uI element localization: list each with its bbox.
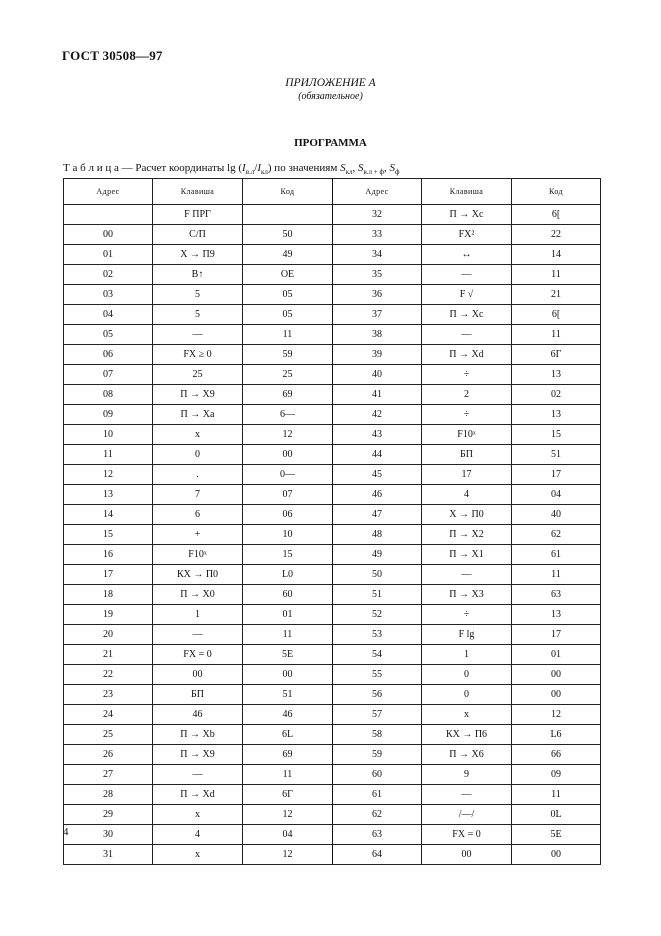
cell-code: 5Е	[243, 645, 333, 665]
cell-code: 15	[243, 545, 333, 565]
cell-code: 17	[512, 465, 601, 485]
table-row	[64, 605, 601, 625]
cell-address: 29	[64, 805, 153, 825]
cell-code: 11	[512, 265, 601, 285]
cell-code: 49	[243, 245, 333, 265]
caption-sep2: ,	[384, 162, 390, 174]
cell-code: 07	[243, 485, 333, 505]
cell-address: 41	[333, 385, 422, 405]
cell-address	[64, 205, 153, 225]
cell-address: 42	[333, 405, 422, 425]
appendix-heading	[0, 76, 661, 104]
cell-address: 22	[64, 665, 153, 685]
cell-code: 02	[512, 385, 601, 405]
table-row	[64, 745, 601, 765]
table-row	[64, 765, 601, 785]
table-row	[64, 525, 601, 545]
cell-code: 69	[243, 745, 333, 765]
cell-key: —	[153, 325, 243, 345]
table-caption	[63, 162, 400, 176]
cell-code: 22	[512, 225, 601, 245]
cell-address: 04	[64, 305, 153, 325]
cell-address: 01	[64, 245, 153, 265]
cell-address: 33	[333, 225, 422, 245]
table-row	[64, 785, 601, 805]
cell-key: х	[422, 705, 512, 725]
cell-key: П → Хс	[422, 305, 512, 325]
cell-key: БП	[153, 685, 243, 705]
cell-key: 7	[153, 485, 243, 505]
cell-code: 13	[512, 405, 601, 425]
cell-address: 34	[333, 245, 422, 265]
cell-code: 40	[512, 505, 601, 525]
cell-address: 57	[333, 705, 422, 725]
table-row	[64, 645, 601, 665]
cell-code: 13	[512, 605, 601, 625]
caption-s2: S	[357, 162, 364, 174]
caption-s3: S	[389, 162, 396, 174]
cell-code: 25	[243, 365, 333, 385]
cell-address: 23	[64, 685, 153, 705]
cell-code: 00	[243, 665, 333, 685]
cell-address: 58	[333, 725, 422, 745]
cell-key: х	[153, 845, 243, 865]
cell-key: П → Х3	[422, 585, 512, 605]
table-row	[64, 565, 601, 585]
cell-address: 14	[64, 505, 153, 525]
cell-key: 17	[422, 465, 512, 485]
cell-key: —	[422, 265, 512, 285]
cell-code: 51	[512, 445, 601, 465]
cell-address: 62	[333, 805, 422, 825]
cell-code: L0	[243, 565, 333, 585]
cell-address: 03	[64, 285, 153, 305]
cell-address: 08	[64, 385, 153, 405]
col-header-code: Код	[512, 179, 601, 205]
caption-s2-sub: в.л + ф	[363, 168, 385, 177]
cell-code: 12	[512, 705, 601, 725]
cell-key: —	[422, 325, 512, 345]
cell-code: 0—	[243, 465, 333, 485]
cell-code: 10	[243, 525, 333, 545]
cell-address: 37	[333, 305, 422, 325]
cell-key: В↑	[153, 265, 243, 285]
table-row	[64, 365, 601, 385]
cell-code: 05	[243, 285, 333, 305]
table-row	[64, 685, 601, 705]
cell-code: 66	[512, 745, 601, 765]
cell-address: 12	[64, 465, 153, 485]
cell-key: F10ˣ	[153, 545, 243, 565]
table-header-row	[64, 179, 601, 205]
cell-code: 09	[512, 765, 601, 785]
document-id: ГОСТ 30508—97	[62, 48, 163, 63]
appendix-title: ПРИЛОЖЕНИЕ А	[285, 77, 376, 89]
cell-address: 18	[64, 585, 153, 605]
page-number: 4	[63, 826, 69, 838]
cell-key: ↔	[422, 245, 512, 265]
caption-slash: /	[254, 162, 258, 174]
cell-code: ОЕ	[243, 265, 333, 285]
cell-address: 36	[333, 285, 422, 305]
cell-key: —	[422, 565, 512, 585]
cell-address: 48	[333, 525, 422, 545]
col-header-address: Адрес	[64, 179, 153, 205]
cell-key: FX = 0	[422, 825, 512, 845]
cell-key: П → Х1	[422, 545, 512, 565]
program-table	[63, 178, 601, 865]
cell-key: П → Х9	[153, 385, 243, 405]
table-row	[64, 705, 601, 725]
cell-key: 1	[422, 645, 512, 665]
cell-address: 25	[64, 725, 153, 745]
cell-code: 00	[512, 845, 601, 865]
cell-code: 6[	[512, 205, 601, 225]
cell-key: 25	[153, 365, 243, 385]
table-row	[64, 485, 601, 505]
col-header-key: Клавиша	[153, 179, 243, 205]
cell-code: 12	[243, 845, 333, 865]
cell-key: П → Х0	[153, 585, 243, 605]
table-row	[64, 385, 601, 405]
cell-address: 02	[64, 265, 153, 285]
cell-key: ÷	[422, 365, 512, 385]
cell-code: 0L	[512, 805, 601, 825]
cell-address: 16	[64, 545, 153, 565]
caption-i2-sub: кл	[260, 168, 268, 177]
cell-code: 50	[243, 225, 333, 245]
cell-key: F lg	[422, 625, 512, 645]
cell-key: х	[153, 425, 243, 445]
cell-key: 4	[422, 485, 512, 505]
cell-code: 5Е	[512, 825, 601, 845]
cell-address: 60	[333, 765, 422, 785]
table-row	[64, 825, 601, 845]
cell-address: 10	[64, 425, 153, 445]
cell-address: 28	[64, 785, 153, 805]
cell-key: .	[153, 465, 243, 485]
cell-code: 46	[243, 705, 333, 725]
cell-code: 05	[243, 305, 333, 325]
cell-code: 51	[243, 685, 333, 705]
cell-key: С/П	[153, 225, 243, 245]
cell-code: 60	[243, 585, 333, 605]
cell-address: 44	[333, 445, 422, 465]
caption-sep1: ,	[352, 162, 358, 174]
caption-i2: I	[257, 162, 261, 174]
cell-address: 39	[333, 345, 422, 365]
col-header-address: Адрес	[333, 179, 422, 205]
cell-code: 6Г	[243, 785, 333, 805]
cell-address: 59	[333, 745, 422, 765]
cell-code	[243, 205, 333, 225]
cell-address: 27	[64, 765, 153, 785]
cell-code: 04	[512, 485, 601, 505]
cell-key: П → Х6	[422, 745, 512, 765]
cell-address: 45	[333, 465, 422, 485]
cell-key: 5	[153, 285, 243, 305]
table-row	[64, 225, 601, 245]
cell-key: 4	[153, 825, 243, 845]
table-row	[64, 405, 601, 425]
cell-address: 50	[333, 565, 422, 585]
caption-s3-sub: ф	[395, 168, 400, 177]
cell-code: 61	[512, 545, 601, 565]
cell-key: F ПРГ	[153, 205, 243, 225]
cell-key: 0	[153, 445, 243, 465]
caption-i1-sub: в.л	[245, 168, 255, 177]
caption-middle: ) по значениям	[267, 162, 341, 174]
caption-s1: S	[340, 162, 346, 174]
cell-address: 56	[333, 685, 422, 705]
cell-key: П → Xd	[422, 345, 512, 365]
table-row	[64, 325, 601, 345]
cell-address: 63	[333, 825, 422, 845]
cell-key: 1	[153, 605, 243, 625]
table-row	[64, 205, 601, 225]
cell-address: 31	[64, 845, 153, 865]
cell-code: 6L	[243, 725, 333, 745]
cell-key: П → Хс	[422, 205, 512, 225]
cell-code: 69	[243, 385, 333, 405]
cell-code: 11	[243, 625, 333, 645]
table-row	[64, 585, 601, 605]
cell-code: 17	[512, 625, 601, 645]
cell-code: 00	[243, 445, 333, 465]
cell-key: F √	[422, 285, 512, 305]
cell-code: 13	[512, 365, 601, 385]
cell-code: 11	[512, 565, 601, 585]
cell-key: FX²	[422, 225, 512, 245]
cell-address: 17	[64, 565, 153, 585]
cell-key: П → Xd	[153, 785, 243, 805]
cell-key: —	[422, 785, 512, 805]
table-row	[64, 345, 601, 365]
cell-address: 49	[333, 545, 422, 565]
cell-key: 0	[422, 685, 512, 705]
cell-address: 13	[64, 485, 153, 505]
table-row	[64, 465, 601, 485]
cell-key: Х → П0	[422, 505, 512, 525]
cell-key: 9	[422, 765, 512, 785]
col-header-key: Клавиша	[422, 179, 512, 205]
cell-key: 00	[422, 845, 512, 865]
table-body	[64, 205, 601, 865]
cell-address: 53	[333, 625, 422, 645]
cell-address: 07	[64, 365, 153, 385]
cell-address: 32	[333, 205, 422, 225]
table-row	[64, 265, 601, 285]
cell-key: П → Ха	[153, 405, 243, 425]
caption-i1: I	[242, 162, 246, 174]
cell-code: 06	[243, 505, 333, 525]
cell-address: 19	[64, 605, 153, 625]
cell-address: 26	[64, 745, 153, 765]
cell-code: 6—	[243, 405, 333, 425]
cell-key: —	[153, 765, 243, 785]
table-row	[64, 805, 601, 825]
caption-prefix: Т а б л и ц а — Расчет координаты lg (	[63, 162, 243, 174]
table-row	[64, 445, 601, 465]
cell-key: ÷	[422, 405, 512, 425]
cell-key: +	[153, 525, 243, 545]
cell-key: FX ≥ 0	[153, 345, 243, 365]
cell-code: 15	[512, 425, 601, 445]
cell-code: 00	[512, 665, 601, 685]
table-row	[64, 545, 601, 565]
cell-key: х	[153, 805, 243, 825]
cell-code: 63	[512, 585, 601, 605]
cell-key: /—/	[422, 805, 512, 825]
cell-code: 6[	[512, 305, 601, 325]
cell-code: 11	[512, 785, 601, 805]
table-row	[64, 665, 601, 685]
cell-address: 55	[333, 665, 422, 685]
cell-code: 11	[243, 765, 333, 785]
cell-code: 59	[243, 345, 333, 365]
cell-key: —	[153, 625, 243, 645]
cell-key: П → Х2	[422, 525, 512, 545]
appendix-subtitle: (обязательное)	[298, 91, 363, 102]
cell-code: 01	[512, 645, 601, 665]
table-row	[64, 625, 601, 645]
cell-key: КХ → П0	[153, 565, 243, 585]
program-title: ПРОГРАММА	[294, 137, 367, 149]
table-row	[64, 845, 601, 865]
cell-code: 21	[512, 285, 601, 305]
table-row	[64, 245, 601, 265]
cell-address: 52	[333, 605, 422, 625]
cell-code: 6Г	[512, 345, 601, 365]
cell-address: 15	[64, 525, 153, 545]
cell-address: 38	[333, 325, 422, 345]
cell-address: 06	[64, 345, 153, 365]
cell-key: БП	[422, 445, 512, 465]
cell-key: КХ → П6	[422, 725, 512, 745]
cell-key: ÷	[422, 605, 512, 625]
cell-address: 24	[64, 705, 153, 725]
cell-address: 21	[64, 645, 153, 665]
cell-code: 14	[512, 245, 601, 265]
table-row	[64, 285, 601, 305]
cell-address: 20	[64, 625, 153, 645]
table-row	[64, 305, 601, 325]
cell-key: FX = 0	[153, 645, 243, 665]
table-row	[64, 425, 601, 445]
cell-code: 11	[243, 325, 333, 345]
cell-address: 64	[333, 845, 422, 865]
cell-address: 09	[64, 405, 153, 425]
cell-key: 00	[153, 665, 243, 685]
cell-key: П → Xb	[153, 725, 243, 745]
cell-code: L6	[512, 725, 601, 745]
cell-key: 46	[153, 705, 243, 725]
cell-address: 30	[64, 825, 153, 845]
cell-key: F10ˣ	[422, 425, 512, 445]
cell-code: 11	[512, 325, 601, 345]
cell-code: 01	[243, 605, 333, 625]
cell-address: 00	[64, 225, 153, 245]
cell-key: 0	[422, 665, 512, 685]
cell-address: 05	[64, 325, 153, 345]
cell-key: 2	[422, 385, 512, 405]
cell-code: 12	[243, 805, 333, 825]
caption-s1-sub: кл	[345, 168, 353, 177]
cell-address: 54	[333, 645, 422, 665]
cell-code: 00	[512, 685, 601, 705]
cell-address: 51	[333, 585, 422, 605]
cell-address: 11	[64, 445, 153, 465]
cell-key: Х → П9	[153, 245, 243, 265]
table-row	[64, 725, 601, 745]
cell-key: 6	[153, 505, 243, 525]
cell-address: 40	[333, 365, 422, 385]
table-row	[64, 505, 601, 525]
cell-address: 46	[333, 485, 422, 505]
cell-code: 62	[512, 525, 601, 545]
cell-key: 5	[153, 305, 243, 325]
cell-address: 47	[333, 505, 422, 525]
cell-code: 04	[243, 825, 333, 845]
cell-code: 12	[243, 425, 333, 445]
col-header-code: Код	[243, 179, 333, 205]
cell-address: 35	[333, 265, 422, 285]
cell-key: П → Х9	[153, 745, 243, 765]
cell-address: 61	[333, 785, 422, 805]
cell-address: 43	[333, 425, 422, 445]
